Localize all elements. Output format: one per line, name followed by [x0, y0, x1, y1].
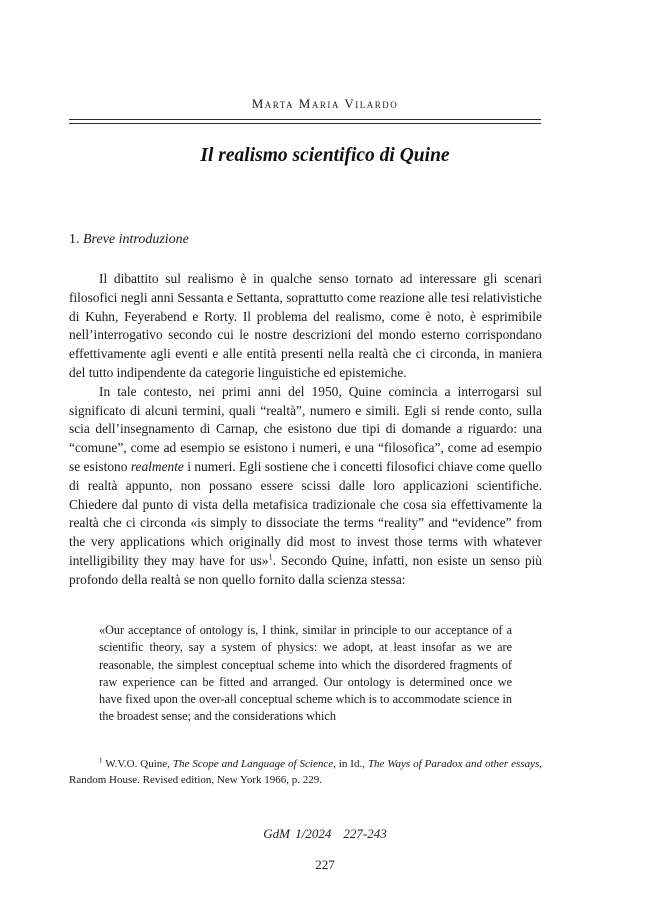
journal-reference	[0, 826, 650, 842]
paragraph-2-text-a: In tale contesto, nei primi anni del 1950, Quine comincia a interrogarsi sul significato di alcuni termini, quali “realtà”, numero e simili. Egli si rende conto, sulla scia dell’insegnamento di Carnap, che esistono due tipi di domande a riguardo: una “comune”, come ad esempio se esistono i numeri, e una “filosofica”, come ad esempio se esistono	[69, 383, 542, 474]
block-quote-text: «Our acceptance of ontology is, I think, similar in principle to our acceptance of a scientific theory, say a system of physics: we adopt, at least insofar as we are reasonable, the simplest conceptual scheme into which the disordered fragments of raw experience can be fitted and arranged. Our ontology is determined once we have fixed upon the over-all conceptual scheme which is to accommodate science in the broadest sense; and the considerations which	[99, 623, 512, 724]
journal-page-range: 227-243	[343, 826, 387, 841]
page-number: 227	[315, 857, 335, 872]
section-title: Breve introduzione	[83, 232, 189, 247]
paragraph-2-emphasis: realmente	[130, 458, 184, 474]
footnote-reference-1[interactable]: 1	[268, 552, 273, 562]
footnote-text-c: , Random House. Revised edition, New York 1966, p. 229.	[69, 758, 542, 786]
footnote-text-a: W.V.O. Quine,	[102, 758, 173, 770]
header-rule-bottom	[69, 123, 541, 124]
journal-issue: GdM 1/2024	[263, 826, 332, 841]
block-quote	[99, 622, 512, 726]
paragraph-2-text-c: . Secondo Quine, infatti, non esiste un senso più profondo della realtà se non quello fornito dalla scienza stessa:	[69, 552, 542, 587]
section-number: 1.	[69, 232, 80, 247]
header-rule-top	[69, 119, 541, 120]
footnote-work-title-1: The Scope and Language of Science	[172, 758, 334, 770]
footnote	[69, 756, 542, 788]
footnote-text-b: , in Id.,	[333, 758, 368, 770]
article-title: Il realismo scientifico di Quine	[200, 145, 450, 166]
footnote-marker: 1	[99, 756, 103, 765]
body-text	[69, 270, 542, 590]
paragraph-2	[69, 383, 542, 590]
paragraph-1: Il dibattito sul realismo è in qualche senso tornato ad interessare gli scenari filosofici negli anni Sessanta e Settanta, soprattutto come reazione alle tesi relativistiche di Kuhn, Feyerabend e Rorty. Il problema del realismo, come è noto, è esprimibile nell’interrogativo secondo cui le nostre descrizioni del mondo esterno corrispondano effettivamente agli eventi e alle entità presenti nella realtà che ci circonda, in maniera del tutto indipendente da categorie linguistiche ed epistemiche.	[69, 271, 542, 380]
section-heading	[69, 232, 189, 248]
footnote-work-title-2: The Ways of Paradox and other essays	[367, 758, 540, 770]
running-header-author: Marta Maria Vilardo	[251, 96, 399, 111]
paragraph-2-text-b: i numeri. Egli sostiene che i concetti filosofici chiave come quello di realtà appunto, non possano essere scissi dalle loro applicazioni scientifiche. Chiedere dal punto di vista della metafisica tradizionale che cosa sia effettivamente la realtà che ci circonda «is simply to dissociate the terms “reality” and “evidence” from the very applications which originally did most to invest those terms with whatever intelligibility they may have for us»	[69, 458, 543, 568]
